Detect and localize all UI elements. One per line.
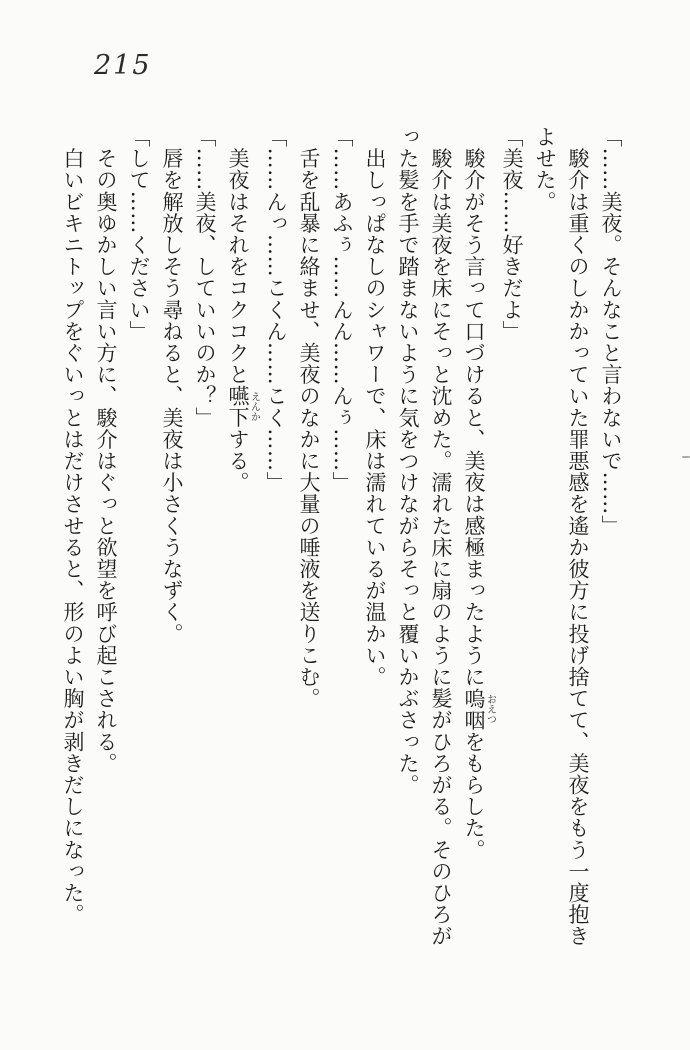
line-text: 「……んっ……こくん……こく……」 <box>264 126 288 494</box>
ruby-base: 嗚咽 <box>462 687 486 731</box>
text-line-dialogue <box>122 126 155 950</box>
line-text: する。 <box>226 428 250 494</box>
text-line <box>221 126 259 950</box>
text-line-dialogue <box>259 126 292 950</box>
text-line <box>358 126 391 950</box>
line-text: った髪を手で踏まないように気をつけながらそっと覆いかぶさった。 <box>396 126 420 796</box>
line-text: 舌を乱暴に絡ませ、美夜のなかに大量の唾液を送りこむ。 <box>297 126 321 710</box>
line-text: 「して……ください」 <box>127 126 151 342</box>
text-line-dialogue <box>188 126 221 950</box>
text-line <box>424 126 457 950</box>
text-line <box>89 126 122 950</box>
text-line <box>155 126 188 950</box>
line-text: よせた。 <box>533 126 557 213</box>
line-text: 「……美夜。そんなこと言わないで……」 <box>599 126 623 537</box>
text-line-dialogue <box>594 126 627 950</box>
text-line <box>292 126 325 950</box>
line-text: 「美夜……好きだよ」 <box>500 126 524 342</box>
vertical-text-block <box>61 126 627 950</box>
text-line <box>391 126 424 950</box>
line-text: 白いビキニトップをぐいっとはだけさせると、形のよい胸が剥きだしになった。 <box>61 126 85 926</box>
text-line <box>457 126 495 950</box>
ruby-annotation <box>226 385 260 429</box>
line-text: 美夜はそれをコクコクと <box>226 126 250 386</box>
page-number: 215 <box>94 50 152 81</box>
line-text: 駿介がそう言って口づけると、美夜は感極まったように <box>462 126 486 688</box>
text-line <box>528 126 561 950</box>
text-line-dialogue <box>325 126 358 950</box>
ruby-furigana: えんか <box>248 385 260 429</box>
ruby-base: 嚥下 <box>226 385 250 429</box>
line-text: 「……あふぅ……んん……んぅ……」 <box>330 126 354 494</box>
text-line <box>56 126 89 950</box>
ruby-annotation <box>462 687 496 731</box>
ruby-furigana: おえつ <box>484 687 496 731</box>
text-line <box>561 126 594 950</box>
line-text: をもらした。 <box>462 730 486 861</box>
line-text: 「……美夜、していいのか？」 <box>193 126 217 429</box>
print-artifact <box>682 456 690 458</box>
line-text: 駿介は美夜を床にそっと沈めた。濡れた床に扇のように髪がひろがる。そのひろが <box>429 126 453 947</box>
line-text: 駿介は重くのしかかっていた罪悪感を遙か彼方に投げ捨てて、美夜をもう一度抱き <box>566 126 590 947</box>
line-text: 出しっぱなしのシャワーで、床は濡れているが温かい。 <box>363 126 387 688</box>
line-text: その奥ゆかしい言い方に、駿介はぐっと欲望を呼び起こされる。 <box>94 126 118 774</box>
line-text: 唇を解放しそう尋ねると、美夜は小さくうなずく。 <box>160 126 184 645</box>
text-line-dialogue <box>495 126 528 950</box>
